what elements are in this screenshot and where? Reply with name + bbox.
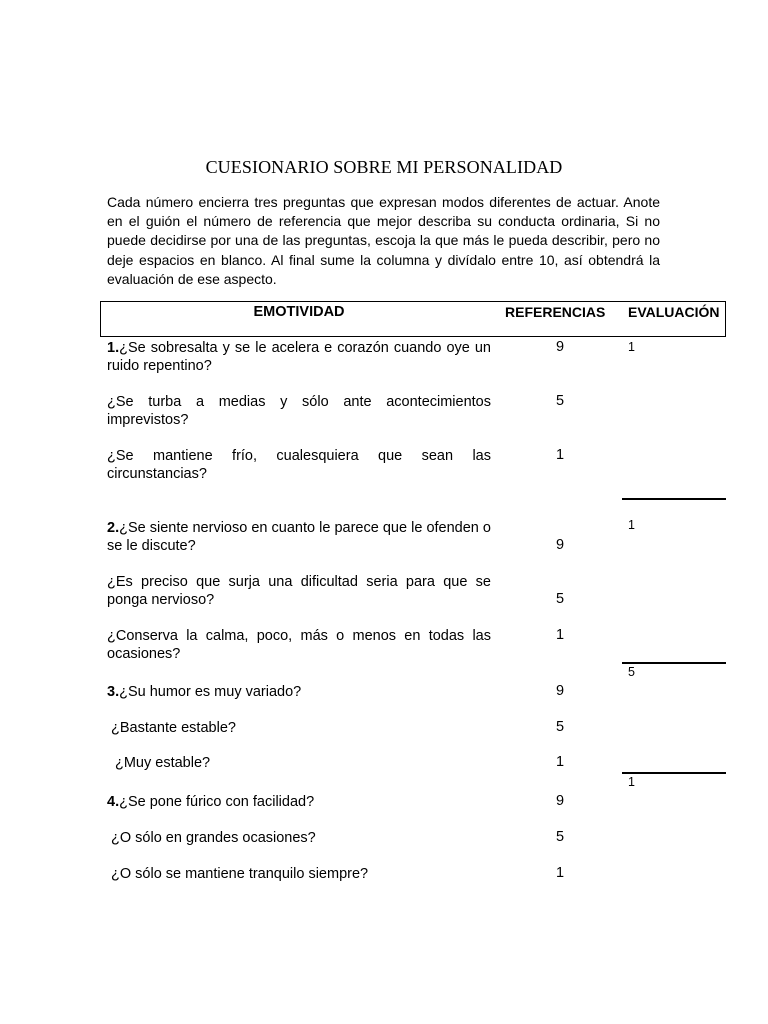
reference-2c: 1	[555, 627, 565, 643]
reference-1b: 5	[555, 393, 565, 409]
instructions-paragraph: Cada número encierra tres preguntas que expresan modos diferentes de actuar. Anote en el guión el número de referencia que mejor describa su conducta ordinaria, Si no puede decidirse por una de las preguntas, escoja la que más le pueda describir, pero no deje espacios en blanco. Al final sume la columna y divídalo entre 10, así obtendrá la evaluación de ese aspecto.	[107, 194, 660, 287]
page-title: CUESIONARIO SOBRE MI PERSONALIDAD	[205, 157, 563, 177]
question-4c: ¿O sólo se mantiene tranquilo siempre?	[111, 866, 369, 882]
reference-2b: 5	[555, 591, 565, 607]
reference-1c: 1	[555, 447, 565, 463]
reference-4c: 1	[555, 865, 565, 881]
header-evaluacion: EVALUACIÓN	[628, 304, 720, 320]
reference-4a: 9	[555, 793, 565, 809]
question-2a: 2.¿Se siente nervioso en cuanto le parece que le ofenden o se le discute?	[107, 520, 491, 554]
item-number: 3.	[107, 684, 120, 700]
question-1a: 1.¿Se sobresalta y se le acelera e corazón cuando oye un ruido repentino?	[107, 340, 491, 374]
header-referencias: REFERENCIAS	[505, 304, 606, 320]
header-emotividad: EMOTIVIDAD	[253, 304, 345, 320]
reference-3a: 9	[555, 683, 565, 699]
item-number: 2.	[107, 520, 120, 536]
evaluation-line-1	[622, 498, 726, 500]
reference-3c: 1	[555, 754, 565, 770]
reference-1a: 9	[555, 339, 565, 355]
evaluation-3: 5	[628, 665, 635, 679]
question-3c: ¿Muy estable?	[115, 755, 211, 771]
reference-3b: 5	[555, 719, 565, 735]
reference-2a: 9	[555, 537, 565, 553]
item-number: 4.	[107, 794, 120, 810]
question-2b: ¿Es preciso que surja una dificultad seria para que se ponga nervioso?	[107, 574, 491, 608]
evaluation-4: 1	[628, 775, 635, 789]
question-1b: ¿Se turba a medias y sólo ante acontecimientos imprevistos?	[107, 394, 491, 428]
evaluation-1: 1	[628, 340, 635, 354]
question-1c: ¿Se mantiene frío, cualesquiera que sean las circunstancias?	[107, 448, 491, 482]
reference-4b: 5	[555, 829, 565, 845]
evaluation-line-2	[622, 662, 726, 664]
evaluation-2: 1	[628, 518, 635, 532]
question-4a: 4.¿Se pone fúrico con facilidad?	[107, 794, 315, 810]
question-2c: ¿Conserva la calma, poco, más o menos en todas las ocasiones?	[107, 628, 491, 662]
question-3a: 3.¿Su humor es muy variado?	[107, 684, 302, 700]
question-4b: ¿O sólo en grandes ocasiones?	[111, 830, 316, 846]
question-3b: ¿Bastante estable?	[111, 720, 236, 736]
item-number: 1.	[107, 340, 120, 356]
evaluation-line-3	[622, 772, 726, 774]
